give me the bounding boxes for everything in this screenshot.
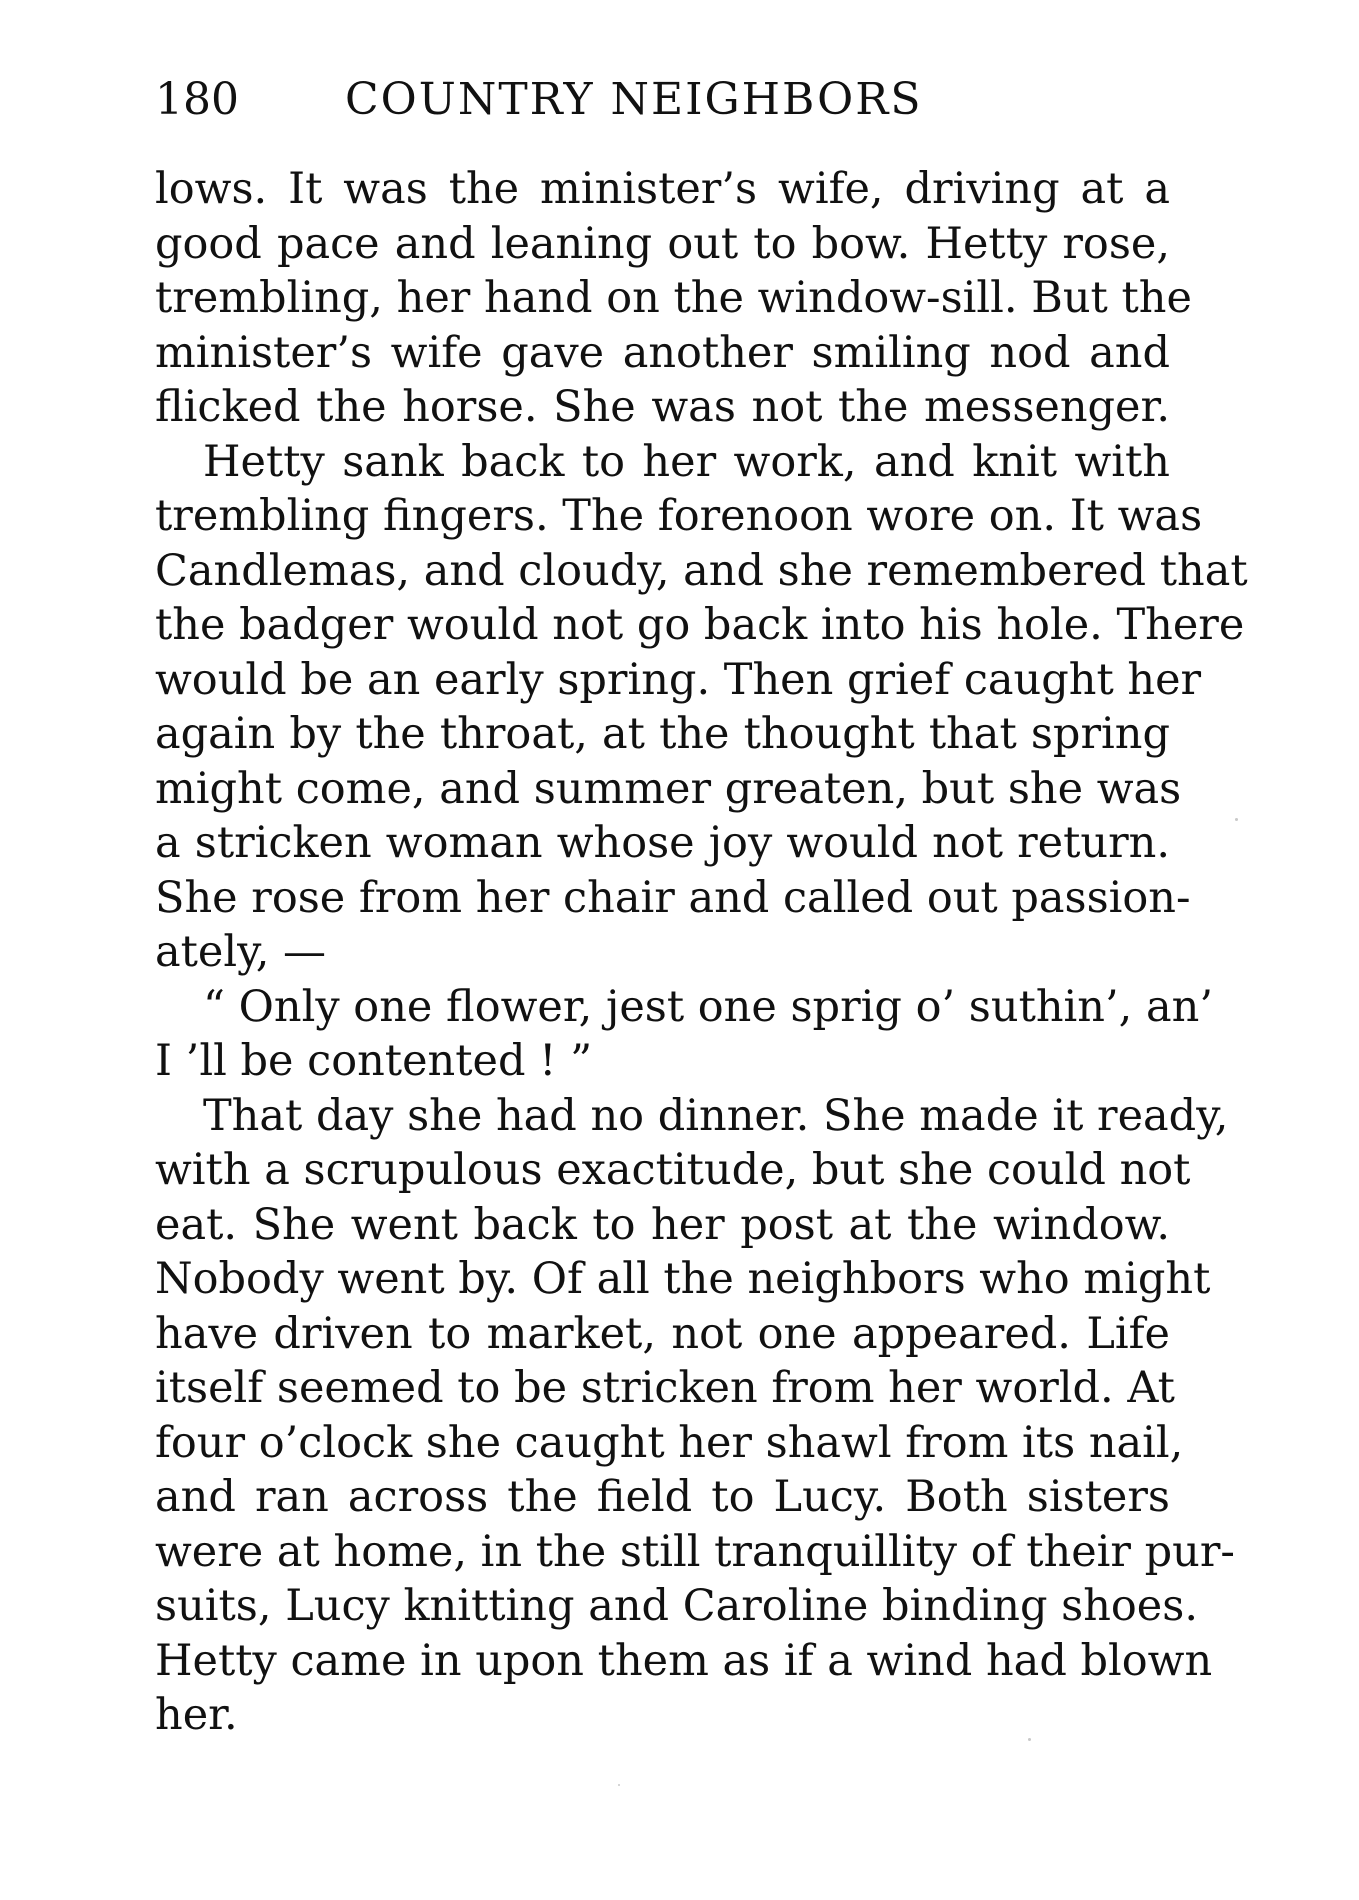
paper-speck: [618, 1784, 620, 1786]
text-line: I ’ll be contented ! ”: [155, 1036, 593, 1086]
page-header: [155, 70, 1165, 130]
text-line: were at home, in the still tranquillity of their pur-: [155, 1526, 1235, 1577]
text-line: a stricken woman whose joy would not return.: [155, 818, 1170, 868]
text-line: flicked the horse. She was not the messenger.: [155, 382, 1170, 432]
text-line: have driven to market, not one appeared. Life: [155, 1308, 1170, 1359]
paper-speck: [1235, 818, 1238, 821]
text-line: That day she had no dinner. She made it ready,: [203, 1090, 1229, 1141]
text-line: “ Only one flower, jest one sprig o’ suthin’, an’: [203, 981, 1213, 1032]
text-line: eat. She went back to her post at the window.: [155, 1199, 1170, 1250]
text-line: trembling, her hand on the window-sill. But the: [155, 273, 1192, 323]
text-line: minister’s wife gave another smiling nod and: [155, 327, 1170, 378]
text-line: She rose from her chair and called out passion-: [155, 872, 1191, 923]
text-line: with a scrupulous exactitude, but she could not: [155, 1145, 1191, 1195]
text-line: Candlemas, and cloudy, and she remembered that: [155, 545, 1248, 596]
text-line: the badger would not go back into his hole. There: [155, 600, 1245, 650]
text-line: lows. It was the minister’s wife, driving at a: [155, 164, 1170, 214]
text-line: and ran across the field to Lucy. Both sisters: [155, 1472, 1170, 1522]
text-line: Hetty came in upon them as if a wind had blown: [155, 1635, 1213, 1686]
paper-speck: [1028, 1738, 1031, 1741]
running-head: COUNTRY NEIGHBORS: [345, 74, 923, 125]
text-line: itself seemed to be stricken from her world. At: [155, 1363, 1175, 1413]
body-text: [155, 162, 1248, 1743]
text-line: four o’clock she caught her shawl from its nail,: [155, 1417, 1184, 1468]
text-line: would be an early spring. Then grief caught her: [155, 654, 1202, 705]
text-line: again by the throat, at the thought that spring: [155, 709, 1170, 759]
text-line: might come, and summer greaten, but she was: [155, 763, 1182, 814]
text-line: Nobody went by. Of all the neighbors who might: [155, 1254, 1211, 1304]
text-line: Hetty sank back to her work, and knit with: [203, 436, 1170, 487]
text-line: good pace and leaning out to bow. Hetty rose,: [155, 218, 1170, 269]
text-line: ately, —: [155, 927, 327, 977]
page-number: 180: [155, 74, 239, 125]
text-line: trembling fingers. The forenoon wore on. It was: [155, 491, 1203, 541]
text-line: suits, Lucy knitting and Caroline binding shoes.: [155, 1581, 1198, 1631]
text-line: her.: [155, 1690, 238, 1740]
